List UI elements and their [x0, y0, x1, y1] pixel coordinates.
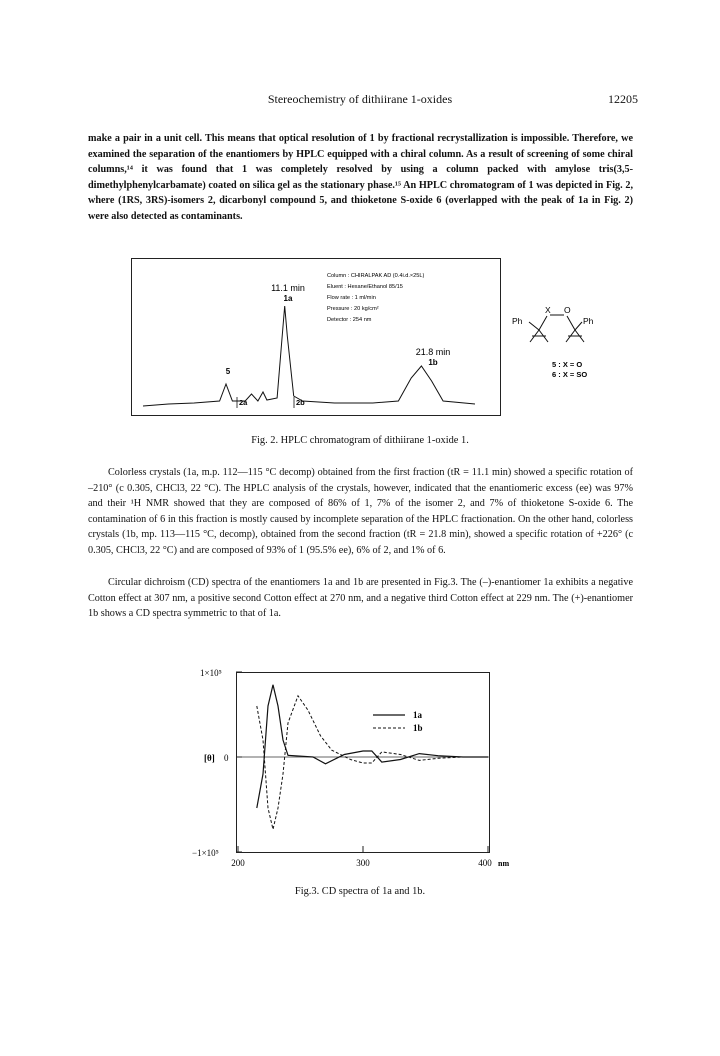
- legend-label-1b: 1b: [413, 723, 423, 733]
- peak-5-label: 5: [225, 367, 231, 376]
- structure-legend-6: 6 : X = SO: [552, 370, 588, 379]
- structure-bonds-right: [567, 316, 582, 330]
- cd-curve-1b: [257, 696, 488, 830]
- condition-column: Column : CHIRALPAK AD (0.4i.d.×25L): [327, 273, 425, 279]
- y-zero-label: 0: [224, 753, 229, 763]
- y-axis-symbol: [θ]: [204, 753, 215, 763]
- figure-2-frame: [132, 259, 501, 416]
- running-title: Stereochemistry of dithiirane 1-oxides: [267, 92, 453, 106]
- paragraph-2-text: Colorless crystals (1a, m.p. 112—115 °C decomp) obtained from the first fraction (tR = 11.1 min) showed a specific rotation of –210° (c 0.305, CHCl3, 22 °C). The HPLC analysis of the crystals, however, indicated that the enantiomeric excess (ee) was 97% and their ¹H NMR showed that they are composed of 86% of 1, 7% of the isomer 2, and 7% of thioketone S-oxide 6. The contamination of 6 in this fraction is mostly caused by incomplete separation of the HPLC fractionation. On the other hand, colorless crystals (1b, mp. 113—115 °C, decomp), obtained from the second fraction (tR = 21.8 min), showed a specific rotation of +226° (c 0.305, CHCl3, 22 °C) and are composed of 93% of 1 (95.5% ee), 6% of 2, and 1% of 6.: [88, 467, 633, 556]
- page-number: 12205: [608, 92, 638, 106]
- x-tick-label-400: 400: [478, 858, 492, 868]
- x-tick-label-200: 200: [231, 858, 245, 868]
- peak-1a-label: 1a: [283, 294, 293, 303]
- structure-legend-5: 5 : X = O: [552, 360, 583, 369]
- paragraph-3-text: Circular dichroism (CD) spectra of the enantiomers 1a and 1b are presented in Fig.3. The (–)-enantiomer 1a exhibits a negative Cotton effect at 307 nm, a positive second Cotton effect at 270 nm, and a negative third Cotton effect at 229 nm. The (+)-enantiomer 1b shows a CD spectra symmetric to that of 1a.: [88, 577, 633, 620]
- peak-1b-label: 1b: [428, 358, 438, 367]
- paragraph-3: [88, 575, 633, 622]
- condition-eluent: Eluent : Hexane/Ethanol 85/15: [327, 284, 403, 290]
- cd-plot-frame: [237, 673, 490, 853]
- paragraph-2: [88, 465, 633, 559]
- y-bottom-label: −1×10⁵: [192, 848, 219, 858]
- legend-label-1a: 1a: [413, 710, 422, 720]
- figure-3-cd-spectra: [180, 660, 520, 875]
- structure-bonds-left: [529, 316, 547, 330]
- chemical-structure: [512, 292, 632, 387]
- x-unit-label: nm: [498, 859, 510, 868]
- cd-curve-1a: [257, 685, 488, 808]
- y-top-label: 1×10⁵: [200, 668, 222, 678]
- peak-1a-time: 11.1 min: [271, 283, 305, 293]
- hplc-conditions: [327, 273, 424, 323]
- peak-1b-time: 21.8 min: [415, 347, 451, 357]
- paragraph-1-text: make a pair in a unit cell. This means that optical resolution of 1 by fractional recrystallization is impossible. Therefore, we examined the separation of the enantiomers by HPLC equipped with a chiral column. As a result of screening of some chiral columns,¹⁴ it was found that 1 was completely resolved by using a column packed with amylose tris(3,5-dimethylphenylcarbamate) coated on silica gel as the stationary phase.¹⁵ An HPLC chromatogram of 1 was depicted in Fig. 2, where (1RS, 3RS)-isomers 2, dicarbonyl compound 5, and thioketone S-oxide 6 (overlapped with the peak of 1a in Fig. 2) were also detected as contaminants.: [88, 133, 633, 222]
- condition-pressure: Pressure : 20 kg/cm²: [327, 306, 379, 312]
- structure-ph-left: Ph: [512, 316, 523, 326]
- peak-2b-label: 2b: [296, 398, 305, 407]
- structure-x: X: [545, 305, 551, 315]
- structure-ph-right: Ph: [583, 316, 594, 326]
- figure-3-caption: Fig.3. CD spectra of 1a and 1b.: [294, 886, 426, 897]
- figure-2-caption: Fig. 2. HPLC chromatogram of dithiirane 1-oxide 1.: [251, 435, 469, 446]
- condition-flow-rate: Flow rate : 1 ml/min: [327, 295, 376, 301]
- structure-o: O: [564, 305, 571, 315]
- figure-2-chromatogram: [131, 258, 501, 416]
- peak-2a-label: 2a: [239, 398, 248, 407]
- condition-detector: Detector : 254 nm: [327, 317, 372, 323]
- paragraph-1: [88, 131, 633, 225]
- x-tick-label-300: 300: [356, 858, 370, 868]
